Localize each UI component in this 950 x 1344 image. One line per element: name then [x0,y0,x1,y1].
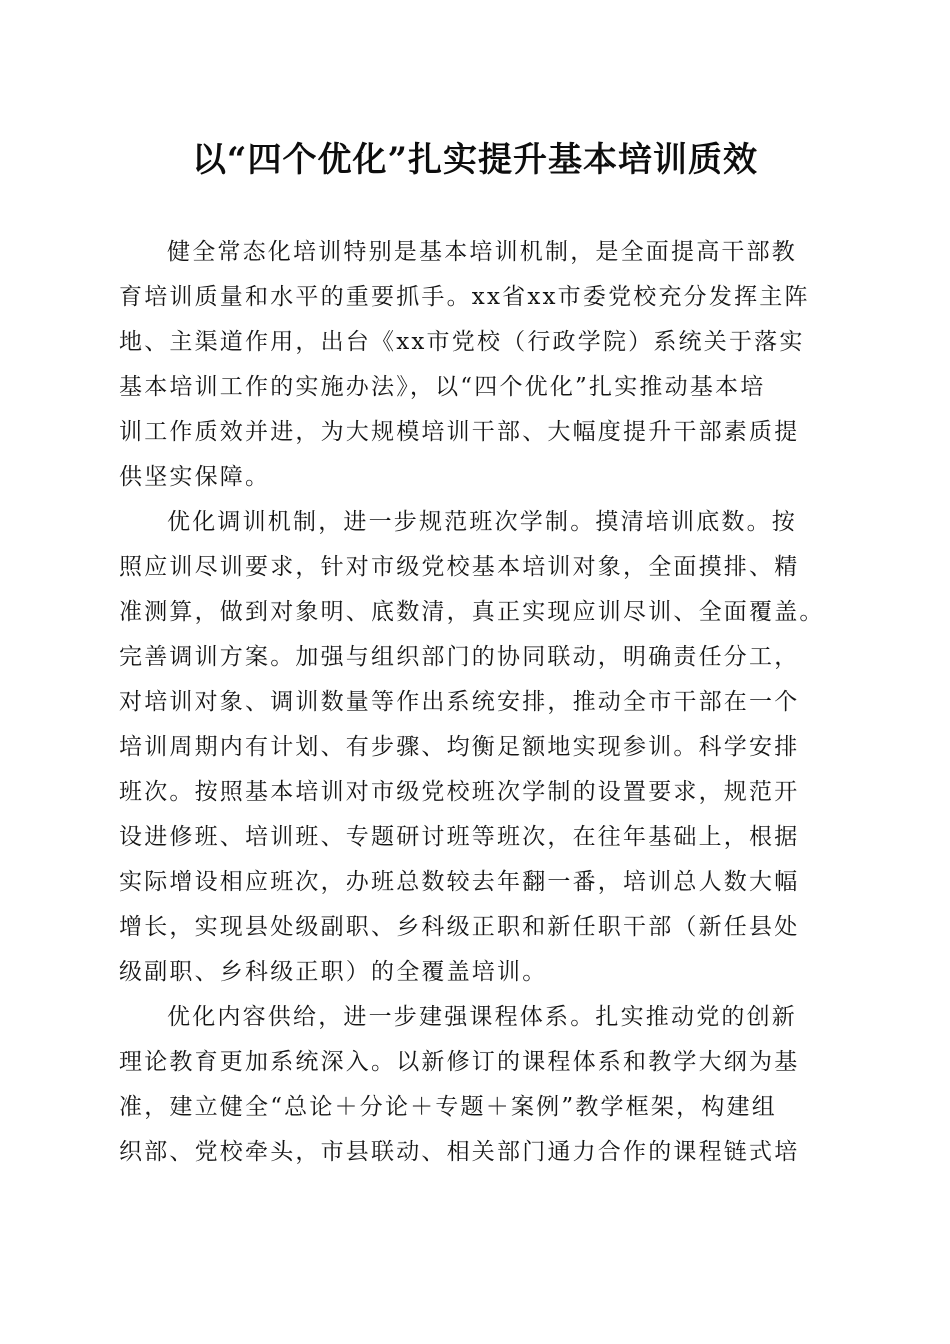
paragraph-2-line-6: 培训周期内有计划、有步骤、均衡足额地实现参训。科学安排 [119,734,800,760]
paragraph-2-line-5: 对培训对象、调训数量等作出系统安排，推动全市干部在一个 [119,689,800,715]
paragraph-1-line-2: 育培训质量和水平的重要抓手。xx省xx市委党校充分发挥主阵 [119,284,810,310]
paragraph-2-line-7: 班次。按照基本培训对市级党校班次学制的设置要求，规范开 [119,779,800,805]
paragraph-3-line-1: 优化内容供给，进一步建强课程体系。扎实推动党的创新 [167,1004,797,1030]
paragraph-1-line-6: 供坚实保障。 [119,464,271,490]
paragraph-3-line-4: 织部、党校牵头，市县联动、相关部门通力合作的课程链式培 [119,1139,800,1165]
paragraph-2-line-8: 设进修班、培训班、专题研讨班等班次，在往年基础上，根据 [119,824,800,850]
paragraph-2-line-10: 增长，实现县处级副职、乡科级正职和新任职干部（新任县处 [119,914,800,940]
paragraph-1-line-4: 基本培训工作的实施办法》，以“四个优化”扎实推动基本培 [119,374,766,400]
paragraph-3-line-3: 准，建立健全“总论＋分论＋专题＋案例”教学框架，构建组 [119,1094,777,1120]
document-title: 以“四个优化”扎实提升基本培训质效 [191,140,759,180]
paragraph-1-line-5: 训工作质效并进，为大规模培训干部、大幅度提升干部素质提 [119,419,800,445]
paragraph-3-line-2: 理论教育更加系统深入。以新修订的课程体系和教学大纲为基 [119,1049,800,1075]
paragraph-2-line-3: 准测算，做到对象明、底数清，真正实现应训尽训、全面覆盖。 [119,599,825,625]
paragraph-1-line-3: 地、主渠道作用，出台《xx市党校（行政学院）系统关于落实 [119,329,805,355]
paragraph-2-line-4: 完善调训方案。加强与组织部门的协同联动，明确责任分工， [119,644,800,670]
paragraph-2-line-11: 级副职、乡科级正职）的全覆盖培训。 [119,959,548,985]
paragraph-2-line-2: 照应训尽训要求，针对市级党校基本培训对象，全面摸排、精 [119,554,800,580]
paragraph-2-line-1: 优化调训机制，进一步规范班次学制。摸清培训底数。按 [167,509,797,535]
paragraph-2-line-9: 实际增设相应班次，办班总数较去年翻一番，培训总人数大幅 [119,869,800,895]
paragraph-1-line-1: 健全常态化培训特别是基本培训机制，是全面提高干部教 [167,239,797,265]
document-body [119,230,831,1175]
